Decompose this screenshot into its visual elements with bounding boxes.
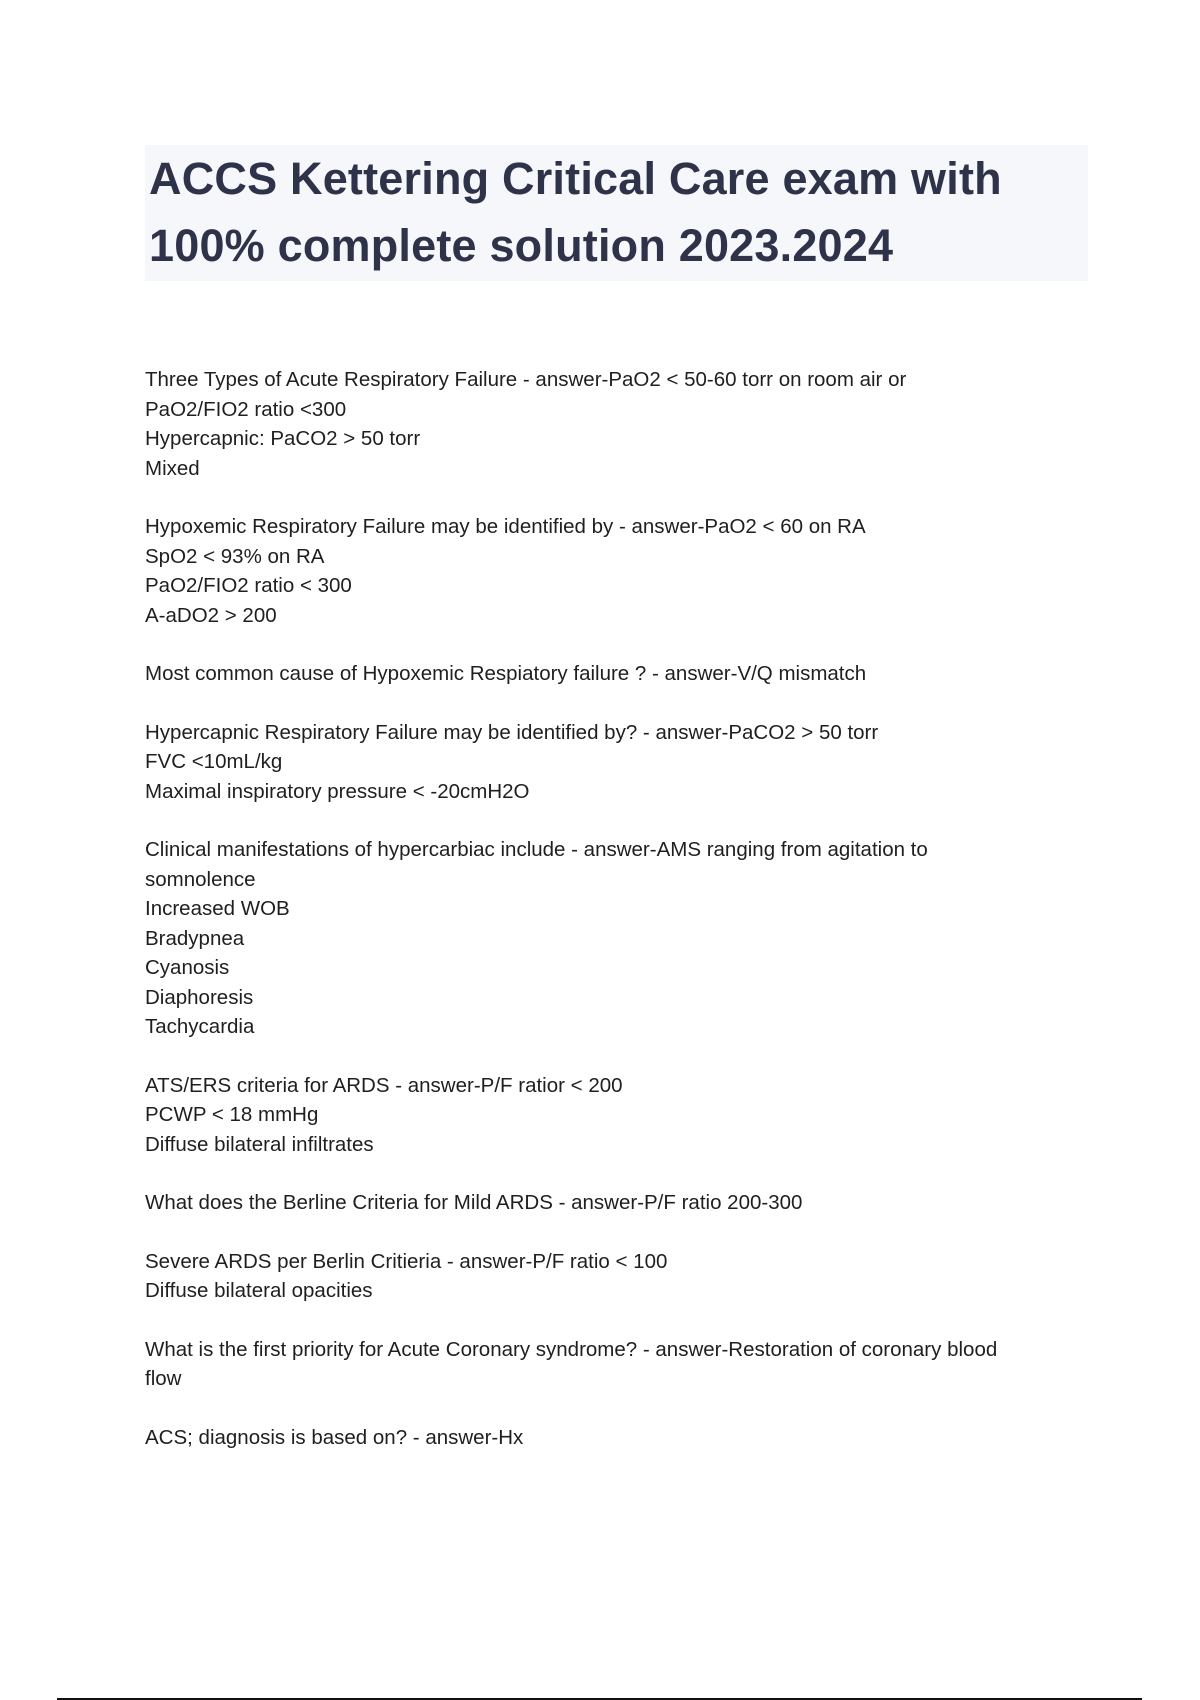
qa-entry [145,718,1085,807]
qa-entry [145,835,1085,1042]
qa-line: A-aDO2 > 200 [145,603,277,627]
title-band [145,145,1088,281]
qa-line: Cyanosis [145,956,230,979]
qa-line: What is the first priority for Acute Coronary syndrome? - answer-Restoration of coronary blood [145,1337,998,1361]
qa-line: somnolence [145,867,256,891]
qa-line: Hypercapnic Respiratory Failure may be identified by? - answer-PaCO2 > 50 torr [145,720,879,744]
qa-line: PaO2/FIO2 ratio <300 [145,397,347,421]
qa-entry [145,1188,1085,1218]
title-line: ACCS Kettering Critical Care exam with [149,153,1002,204]
qa-line: Bradypnea [145,926,245,950]
qa-line: Diffuse bilateral infiltrates [145,1132,374,1156]
qa-list [145,365,1085,1481]
qa-entry [145,1423,1085,1453]
qa-line: Hypoxemic Respiratory Failure may be identified by - answer-PaO2 < 60 on RA [145,515,866,538]
qa-line: ATS/ERS criteria for ARDS - answer-P/F ratior < 200 [145,1073,623,1097]
qa-line: Tachycardia [145,1015,255,1038]
qa-line: Hypercapnic: PaCO2 > 50 torr [145,427,421,450]
qa-entry [145,512,1085,630]
title-line: 100% complete solution 2023.2024 [149,220,894,271]
qa-line: Increased WOB [145,897,290,920]
qa-entry [145,1247,1085,1306]
qa-entry [145,1335,1085,1394]
qa-line: Diaphoresis [145,985,254,1009]
qa-line: ACS; diagnosis is based on? - answer-Hx [145,1425,524,1449]
qa-line: Maximal inspiratory pressure < -20cmH2O [145,779,530,803]
qa-line: Most common cause of Hypoxemic Respiatory failure ? - answer-V/Q mismatch [145,662,867,685]
qa-entry [145,1071,1085,1160]
qa-line: FVC <10mL/kg [145,750,283,773]
qa-line: Clinical manifestations of hypercarbiac include - answer-AMS ranging from agitation to [145,838,928,861]
qa-line: Three Types of Acute Respiratory Failure - answer-PaO2 < 50-60 torr on room air or [145,368,907,391]
qa-line: Severe ARDS per Berlin Critieria - answer-P/F ratio < 100 [145,1249,668,1273]
qa-line: PCWP < 18 mmHg [145,1103,319,1126]
qa-line: PaO2/FIO2 ratio < 300 [145,574,352,597]
qa-line: SpO2 < 93% on RA [145,544,325,568]
qa-entry [145,659,1085,689]
qa-line: What does the Berline Criteria for Mild ARDS - answer-P/F ratio 200-300 [145,1191,803,1214]
document-title [149,145,1084,279]
qa-line: Mixed [145,456,200,480]
qa-line: flow [145,1367,182,1390]
qa-entry [145,365,1085,483]
qa-line: Diffuse bilateral opacities [145,1279,373,1302]
